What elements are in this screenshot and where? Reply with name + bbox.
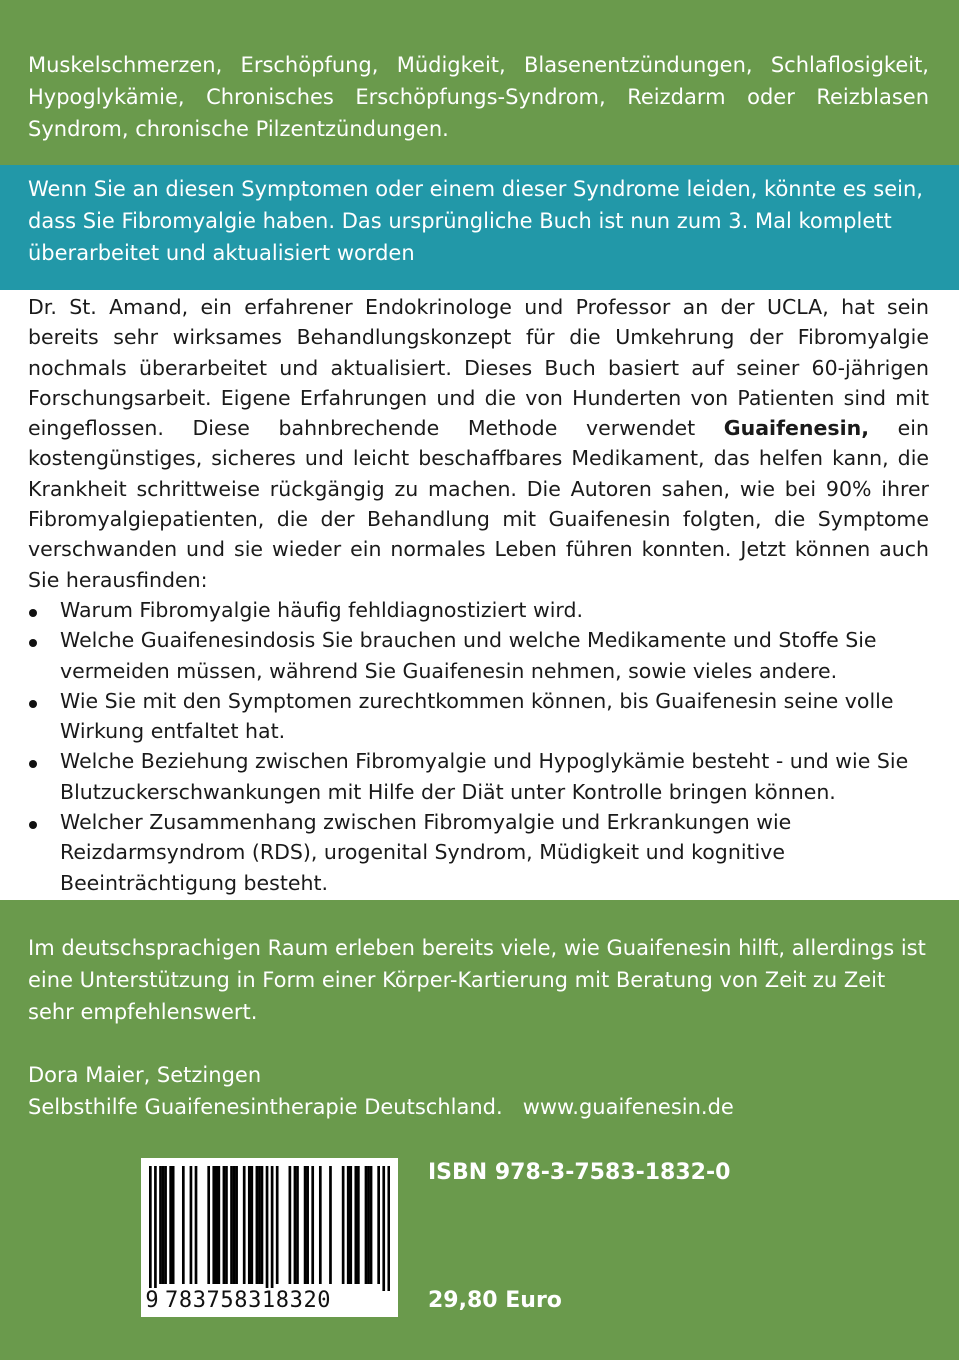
barcode-bar (306, 1166, 309, 1284)
barcode-bar (190, 1166, 193, 1284)
barcode-bar (271, 1166, 274, 1291)
barcode-bar (243, 1166, 246, 1284)
benefit-item: Wie Sie mit den Symptomen zurechtkommen können, bis Guaifenesin seine volle Wirkung entfaltet hat. (28, 686, 929, 747)
barcode-bar (215, 1166, 218, 1284)
website-link[interactable]: www.guaifenesin.de (522, 1095, 734, 1119)
barcode-bar (248, 1166, 251, 1284)
barcode-bar (182, 1166, 185, 1284)
main-description (0, 290, 959, 900)
barcode-bar (162, 1166, 165, 1284)
testimonial-quote: Im deutschsprachigen Raum erleben bereits viele, wie Guaifenesin hilft, allerdings ist eine Unterstützung in Form einer Körper-Kartierung mit Beratung von Zeit zu Zeit sehr empfehlenswert. (28, 936, 926, 1024)
barcode-bar (195, 1166, 198, 1284)
barcode-bar (342, 1166, 345, 1284)
barcode-bar (154, 1166, 157, 1291)
barcode-bars (149, 1166, 390, 1291)
barcode-bar (382, 1166, 385, 1291)
barcode-bar (258, 1166, 261, 1284)
intro-paragraph (28, 292, 929, 595)
intro-text-after: ein kostengünstiges, sicheres und leicht beschaffbares Medikament, das helfen kann, die Krankheit schrittweise rückgängig zu machen. Die Autoren sahen, wie bei 90% ihrer Fibromyalgiepatienten, die der Behandlung mit Guaifenesin folgten, die Symptome verschwanden und sie wieder ein normales Leben führen konnten. Jetzt können auch Sie herausfinden: (28, 416, 929, 592)
barcode-first-digit: 9 (141, 1288, 163, 1313)
barcode-bar (329, 1166, 332, 1284)
teal-intro-text: Wenn Sie an diesen Symptomen oder einem dieser Syndrome leiden, könnte es sein, dass Sie Fibromyalgie haben. Das ursprüngliche Buch ist nun zum 3. Mal komplett überarbeitet und aktualisiert worden (28, 177, 923, 265)
benefit-item: Welche Guaifenesindosis Sie brauchen und welche Medikamente und Stoffe Sie vermeiden müssen, während Sie Guaifenesin nehmen, sowie vieles andere. (28, 625, 929, 686)
barcode-bar (311, 1166, 314, 1284)
barcode-bar (164, 1166, 167, 1284)
barcode-bar (377, 1166, 380, 1284)
price-label: 29,80 Euro (428, 1288, 562, 1313)
barcode-bar (207, 1166, 210, 1284)
barcode-bar (149, 1166, 152, 1291)
barcode-bar (217, 1166, 220, 1284)
barcode-bar (294, 1166, 297, 1284)
teal-intro-band (0, 165, 959, 290)
barcode-bar (319, 1166, 322, 1284)
barcode-bar (225, 1166, 228, 1284)
testimonial-author: Dora Maier, Setzingen (28, 1063, 262, 1087)
barcode-bar (172, 1166, 175, 1284)
testimonial-org: Selbsthilfe Guaifenesintherapie Deutschland. (28, 1095, 503, 1119)
benefit-item: Welcher Zusammenhang zwischen Fibromyalgie und Erkrankungen wie Reizdarmsyndrom (RDS), urogenital Syndrom, Müdigkeit und kognitive Beeinträchtigung besteht. (28, 807, 929, 898)
barcode-bar (349, 1166, 352, 1284)
barcode-bar (212, 1166, 215, 1284)
barcode (141, 1158, 398, 1317)
barcode-bar (261, 1166, 264, 1284)
barcode-bar (365, 1166, 368, 1284)
testimonial-org-line (28, 1091, 929, 1123)
barcode-bar (387, 1166, 390, 1291)
barcode-bar (296, 1166, 299, 1284)
barcode-bar (370, 1166, 373, 1284)
barcode-number (141, 1286, 398, 1314)
barcode-bar (304, 1166, 307, 1284)
barcode-bar (230, 1166, 233, 1284)
barcode-bar (276, 1166, 279, 1284)
symptoms-text: Muskelschmerzen, Erschöpfung, Müdigkeit, Blasenentzündungen, Schlaflosigkeit, Hypoglykämie, Chronisches Erschöpfungs-Syndrom, Reizdarm oder Reizblasen Syndrom, chronische Pilzentzündungen. (28, 53, 929, 141)
barcode-bar (233, 1166, 236, 1284)
barcode-bar (169, 1166, 172, 1284)
isbn-label: ISBN 978-3-7583-1832-0 (428, 1160, 731, 1185)
barcode-bar (367, 1166, 370, 1284)
barcode-bar (223, 1166, 226, 1284)
barcode-bar (159, 1166, 162, 1284)
barcode-digits: 783758318320 (165, 1287, 332, 1313)
barcode-bar (250, 1166, 253, 1284)
benefit-item: Welche Beziehung zwischen Fibromyalgie und Hypoglykämie besteht - und wie Sie Blutzuckerschwankungen mit Hilfe der Diät unter Kontrolle bringen können. (28, 746, 929, 807)
barcode-bar (266, 1166, 269, 1291)
barcode-bar (347, 1166, 350, 1284)
barcode-bar (256, 1166, 259, 1284)
benefit-list (28, 595, 929, 898)
barcode-bar (354, 1166, 357, 1284)
intro-bold-guaifenesin: Guaifenesin, (723, 416, 870, 441)
barcode-bar (357, 1166, 360, 1284)
barcode-bar (289, 1166, 292, 1284)
barcode-bar (235, 1166, 238, 1284)
intro-text-before: Dr. St. Amand, ein erfahrener Endokrinologe und Professor an der UCLA, hat sein bereits sehr wirksames Behandlungskonzept für die Umkehrung der Fibromyalgie nochmals überarbeitet und aktualisiert. Dieses Buch basiert auf seiner 60-jährigen Forschungsarbeit. Eigene Erfahrungen und die von Hunderten von Patienten sind mit eingeflossen. Diese bahnbrechende Methode verwendet (28, 295, 929, 441)
benefit-item: Warum Fibromyalgie häufig fehldiagnostiziert wird. (28, 595, 929, 625)
top-symptoms-band (0, 0, 959, 165)
